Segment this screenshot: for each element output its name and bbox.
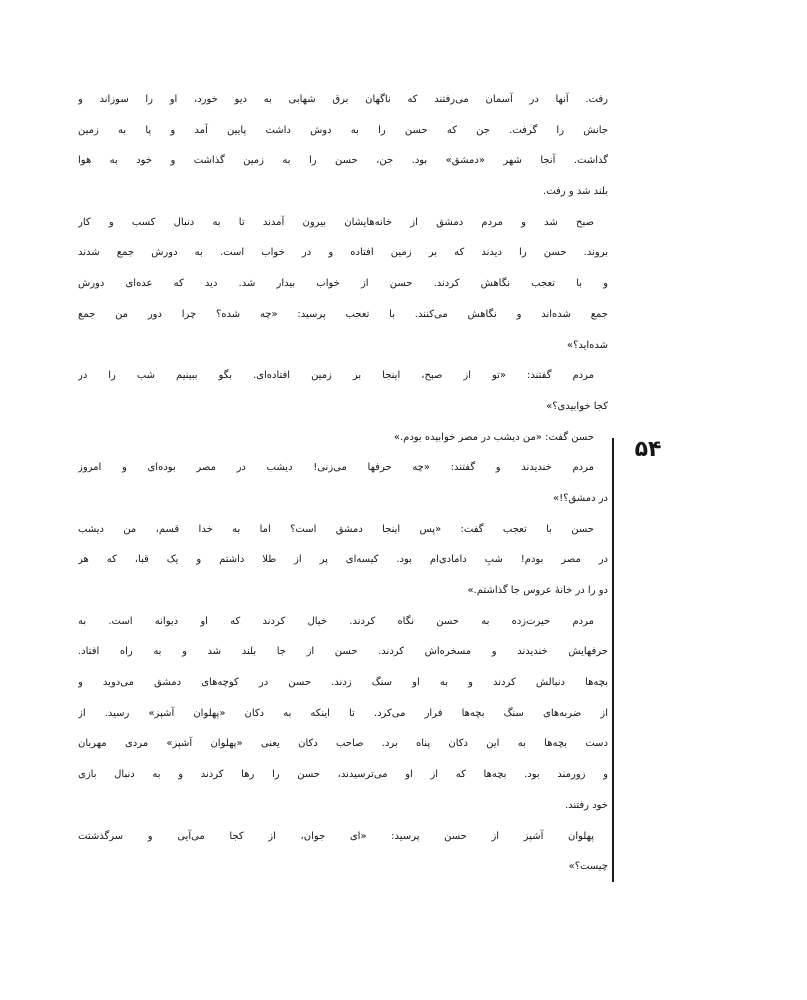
text-line: [78, 361, 608, 392]
line-text: دست بچه‌ها به این دکان پناه برد. صاحب دکان یعنی «پهلوان آشپز» مردی مهربان: [78, 738, 608, 750]
text-line: [78, 576, 608, 607]
page-number: ۵۴: [634, 437, 662, 462]
line-text: شده‌اید؟»: [566, 339, 608, 351]
line-text: بلند شد و رفت.: [543, 186, 608, 198]
text-line: [78, 423, 608, 454]
text-line: [78, 668, 608, 699]
line-text: گذاشت. آنجا شهر «دمشق» بود. جن، حسن را به زمین گذاشت و خود به هوا: [78, 155, 608, 167]
text-line: [78, 545, 608, 576]
text-line: [78, 238, 608, 269]
text-line: [78, 208, 608, 239]
line-text: حسن با تعجب گفت: «پس اینجا دمشق است؟ اما به خدا قسم، من دیشب: [78, 523, 594, 535]
line-text: دو را در خانهٔ عروس جا گذاشتم.»: [467, 585, 608, 596]
paragraph: [78, 607, 608, 822]
line-text: در مصر بودم! شبِ دامادی‌ام بود. کیسه‌ای پر از طلا داشتم و یک قبا، که هر: [78, 554, 608, 566]
text-line: [78, 300, 608, 331]
text-line: [78, 116, 608, 147]
line-text: مردم گفتند: «تو از صبح، اینجا بر زمین افتاده‌ای. بگو ببینیم شب را در: [78, 370, 594, 382]
text-line: [78, 269, 608, 300]
paragraph: [78, 208, 608, 361]
text-line: [78, 392, 608, 423]
text-line: [78, 515, 608, 546]
paragraph: [78, 453, 608, 514]
paragraph: [78, 85, 608, 208]
line-text: مردم حیرت‌زده به حسن نگاه کردند. خیال کردند که او دیوانه است. به: [78, 615, 594, 627]
line-text: کجا خوابیدی؟»: [546, 400, 608, 412]
margin-rule: [612, 438, 614, 882]
text-line: [78, 146, 608, 177]
line-text: مردم خندیدند و گفتند: «چه حرفها می‌زنی! دیشب در مصر بوده‌ای و امروز: [78, 462, 594, 474]
line-text: و زورمند بود. بچه‌ها که از او می‌ترسیدند، حسن را رها کردند و به دنبال بازی: [78, 769, 608, 781]
text-line: [78, 852, 608, 883]
line-text: خود رفتند.: [564, 799, 608, 811]
line-text: در دمشق؟!»: [553, 492, 608, 504]
line-text: پهلوان آشپز از حسن پرسید: «ای جوان، از کجا می‌آیی و سرگذشتت: [78, 830, 594, 842]
line-text: حسن گفت: «من دیشب در مصر خوابیده بودم.»: [393, 431, 594, 443]
line-text: و با تعجب نگاهش کردند. حسن از خواب بیدار شد. دید که عده‌ای دورش: [78, 278, 608, 290]
line-text: صبح شد و مردم دمشق از خانه‌هایشان بیرون آمدند تا به دنبال کسب و کار: [78, 216, 594, 228]
text-line: [78, 760, 608, 791]
line-text: چیست؟»: [568, 861, 608, 873]
text-line: [78, 729, 608, 760]
line-text: بروند. حسن را دیدند که بر زمین افتاده و در خواب است. به دورش جمع شدند: [78, 247, 608, 259]
text-line: [78, 607, 608, 638]
paragraph: [78, 361, 608, 422]
line-text: رفت. آنها در آسمان می‌رفتند که ناگهان برق شهابی به دیو خورد، او را سوزاند و: [78, 94, 608, 105]
paragraph: [78, 423, 608, 454]
body-text: [78, 85, 608, 883]
text-line: [78, 637, 608, 668]
paragraph: [78, 822, 608, 883]
paragraph: [78, 515, 608, 607]
text-line: [78, 791, 608, 822]
line-text: جانش را گرفت. جن که حسن را به دوش داشت پایین آمد و پا به زمین: [78, 124, 608, 136]
line-text: جمع شده‌اند و نگاهش می‌کنند. با تعجب پرسید: «چه شده؟ چرا دور من جمع: [78, 308, 608, 320]
text-line: [78, 453, 608, 484]
text-line: [78, 177, 608, 208]
text-line: [78, 699, 608, 730]
line-text: از ضربه‌های سنگ بچه‌ها فرار می‌کرد. تا اینکه به دکان «پهلوان آشپز» رسید. از: [78, 707, 608, 719]
line-text: حرفهایش خندیدند و مسخره‌اش کردند. حسن از جا بلند شد و به راه افتاد.: [78, 646, 608, 658]
text-line: [78, 331, 608, 362]
text-line: [78, 85, 608, 116]
text-line: [78, 822, 608, 853]
text-line: [78, 484, 608, 515]
line-text: بچه‌ها دنبالش کردند و به او سنگ زدند. حسن در کوچه‌های دمشق می‌دوید و: [78, 677, 608, 689]
